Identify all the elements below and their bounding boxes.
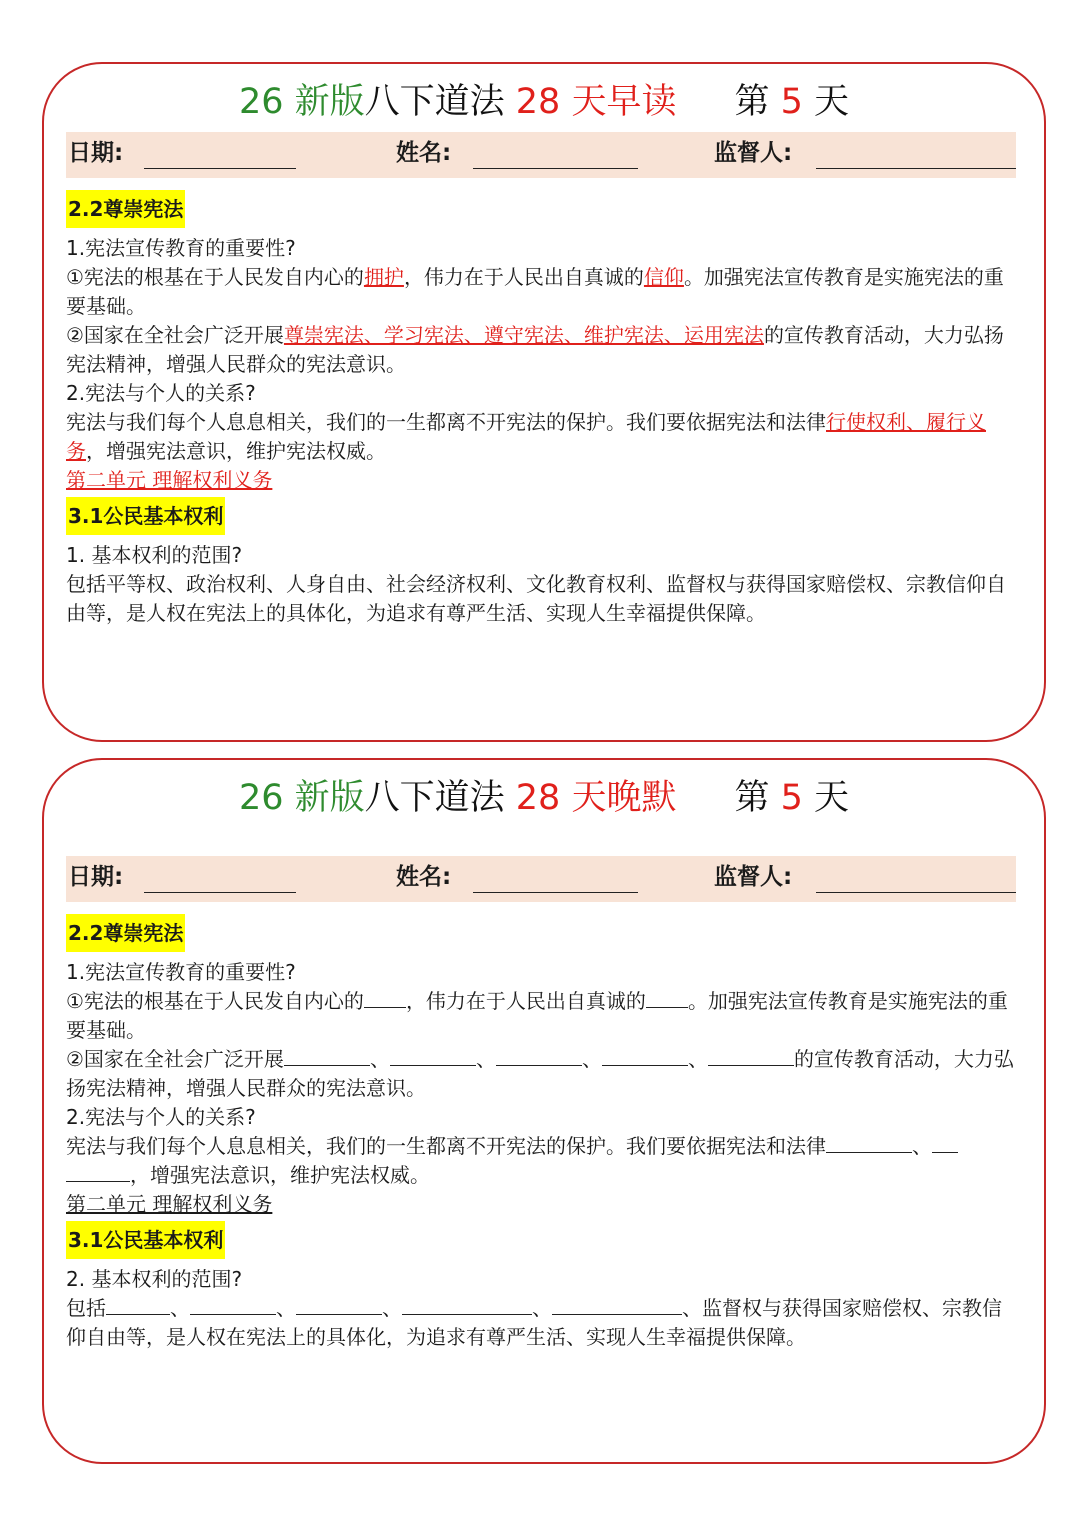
date-field[interactable] (144, 168, 296, 169)
question: 2.宪法与个人的关系? (66, 1105, 256, 1129)
key-term: 尊崇宪法、学习宪法、遵守宪法、维护宪法、运用宪法 (283, 323, 764, 347)
answer-paragraph: ①宪法的根基在于人民发自内心的拥护，伟力在于人民出自真诚的信仰。加强宪法宣传教育是实施宪法的重要基础。 (66, 265, 1004, 318)
name-label: 姓名: (396, 140, 452, 166)
fill-blank-paragraph: 宪法与我们每个人息息相关，我们的一生都离不开宪法的保护。我们要依据宪法和法律 、，增强宪法意识，维护宪法权威。 (66, 1132, 1016, 1190)
key-term: 拥护 (363, 265, 404, 289)
morning-card-title: 26 新版八下道法 28 天早读 第 5 天 (238, 82, 850, 122)
unit-heading: 第二单元 理解权利义务 (66, 1192, 273, 1216)
morning-reading-card (42, 62, 1046, 742)
key-term: 信仰 (643, 265, 684, 289)
key-term: 行使权利、履行义务 (66, 410, 986, 463)
blank-field[interactable] (602, 1047, 688, 1066)
answer-paragraph: ②国家在全社会广泛开展尊崇宪法、学习宪法、遵守宪法、维护宪法、运用宪法的宣传教育活动，大力弘扬宪法精神，增强人民群众的宪法意识。 (66, 323, 1004, 376)
question: 1.宪法宣传教育的重要性? (66, 236, 296, 260)
answer-paragraph: 包括平等权、政治权利、人身自由、社会经济权利、文化教育权利、监督权与获得国家赔偿权、宗教信仰自由等，是人权在宪法上的具体化，为追求有尊严生活、实现人生幸福提供保障。 (66, 572, 1006, 625)
date-label: 日期: (68, 140, 124, 166)
name-field[interactable] (473, 892, 638, 893)
blank-field[interactable] (296, 1296, 382, 1315)
blank-field[interactable] (826, 1134, 912, 1153)
blank-field[interactable] (364, 989, 406, 1008)
blank-field[interactable] (390, 1047, 476, 1066)
blank-field[interactable] (284, 1047, 370, 1066)
date-label: 日期: (68, 864, 124, 890)
blank-field[interactable] (496, 1047, 582, 1066)
section-heading: 2.2尊崇宪法 (66, 914, 185, 952)
supervisor-field[interactable] (816, 168, 1016, 169)
blank-field[interactable] (552, 1296, 682, 1315)
blank-field[interactable] (646, 989, 688, 1008)
blank-field[interactable] (402, 1296, 532, 1315)
blank-field[interactable] (932, 1134, 958, 1153)
evening-card-title: 26 新版八下道法 28 天晚默 第 5 天 (238, 778, 850, 818)
supervisor-label: 监督人: (714, 140, 793, 166)
unit-heading: 第二单元 理解权利义务 (66, 468, 273, 492)
question: 2. 基本权利的范围? (66, 1267, 243, 1291)
supervisor-field[interactable] (816, 892, 1016, 893)
name-label: 姓名: (396, 864, 452, 890)
question: 2.宪法与个人的关系? (66, 381, 256, 405)
fill-blank-paragraph: ①宪法的根基在于人民发自内心的 ，伟力在于人民出自真诚的 。加强宪法宣传教育是实施宪法的重要基础。 (66, 989, 1008, 1042)
question: 1.宪法宣传教育的重要性? (66, 960, 296, 984)
fill-blank-paragraph: ②国家在全社会广泛开展 、 、 、 、 的宣传教育活动，大力弘扬宪法精神，增强人民群众的宪法意识。 (66, 1047, 1014, 1100)
fill-blank-paragraph: 包括 、 、 、 、 、监督权与获得国家赔偿权、宗教信仰自由等，是人权在宪法上的具体化，为追求有尊严生活、实现人生幸福提供保障。 (66, 1296, 1002, 1349)
name-field[interactable] (473, 168, 638, 169)
question: 1. 基本权利的范围? (66, 543, 243, 567)
morning-info-bar (66, 132, 1016, 178)
blank-field[interactable] (106, 1296, 170, 1315)
morning-content (66, 188, 1016, 628)
blank-field[interactable] (190, 1296, 276, 1315)
supervisor-label: 监督人: (714, 864, 793, 890)
evening-info-bar (66, 856, 1016, 902)
blank-field[interactable] (66, 1163, 130, 1182)
section-heading: 2.2尊崇宪法 (66, 190, 185, 228)
answer-paragraph: 宪法与我们每个人息息相关，我们的一生都离不开宪法的保护。我们要依据宪法和法律行使权利、履行义务，增强宪法意识，维护宪法权威。 (66, 410, 986, 463)
blank-field[interactable] (708, 1047, 794, 1066)
section-heading: 3.1公民基本权利 (66, 1221, 225, 1259)
evening-dictation-card (42, 758, 1046, 1464)
evening-content (66, 912, 1016, 1352)
section-heading: 3.1公民基本权利 (66, 497, 225, 535)
date-field[interactable] (144, 892, 296, 893)
